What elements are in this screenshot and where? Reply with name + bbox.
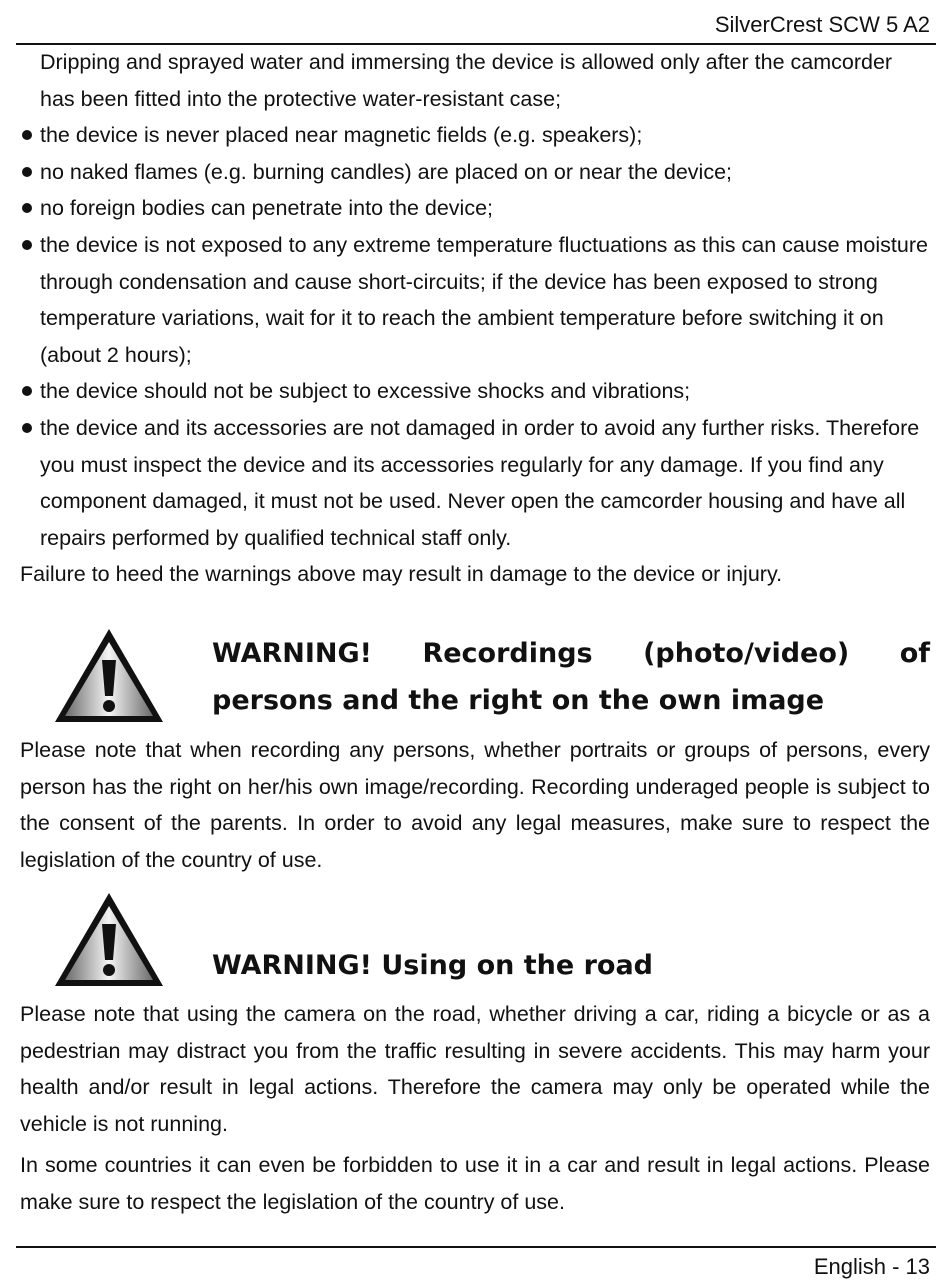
warning-title: WARNING! Using on the road (212, 950, 653, 981)
safety-list-section (20, 44, 930, 593)
warning-road-body: Please note that using the camera on the road, whether driving a car, riding a bicycle or as a pedestrian may distract you from the traffic resulting in severe accidents. This may harm your health and/or result in legal actions. Therefore the camera may only be operated while the vehicle is not running. (20, 1002, 930, 1136)
list-item: the device is never placed near magnetic fields (e.g. speakers); (20, 117, 930, 154)
warning-triangle-icon (52, 890, 166, 990)
list-item: the device should not be subject to excessive shocks and vibrations; (20, 373, 930, 410)
list-item: no naked flames (e.g. burning candles) are placed on or near the device; (20, 154, 930, 191)
warning-road-body-2: In some countries it can even be forbidden to use it in a car and result in legal actions. Please make sure to respect the legislation of the country of use. (20, 1153, 930, 1214)
page-number: English - 13 (813, 1254, 930, 1279)
list-item: no foreign bodies can penetrate into the device; (20, 190, 930, 227)
warning-triangle-icon (52, 626, 166, 726)
list-continuation: Dripping and sprayed water and immersing the device is allowed only after the camcorder has been fitted into the protective water-resistant case; (40, 50, 893, 111)
list-closing-note: Failure to heed the warnings above may result in damage to the device or injury. (20, 562, 783, 587)
footer-divider (16, 1246, 936, 1248)
header-title: SilverCrest SCW 5 A2 (714, 12, 930, 37)
safety-bullet-list (20, 117, 930, 556)
list-item: the device and its accessories are not damaged in order to avoid any further risks. Therefore you must inspect the device and its accessories regularly for any damage. If you find any component damaged, it must not be used. Never open the camcorder housing and have all repairs performed by qualified technical staff only. (20, 410, 930, 556)
list-item: the device is not exposed to any extreme temperature fluctuations as this can cause moisture through condensation and cause short-circuits; if the device has been exposed to strong temperature variations, wait for it to reach the ambient temperature before switching it on (about 2 hours); (20, 227, 930, 373)
warning-recordings-body: Please note that when recording any persons, whether portraits or groups of persons, every person has the right on her/his own image/recording. Recording underaged people is subject to the consent of the parents. In order to avoid any legal measures, make sure to respect the legislation of the country of use. (20, 738, 930, 872)
warning-title: WARNING! Recordings (photo/video) of persons and the right on the own image (212, 638, 930, 716)
